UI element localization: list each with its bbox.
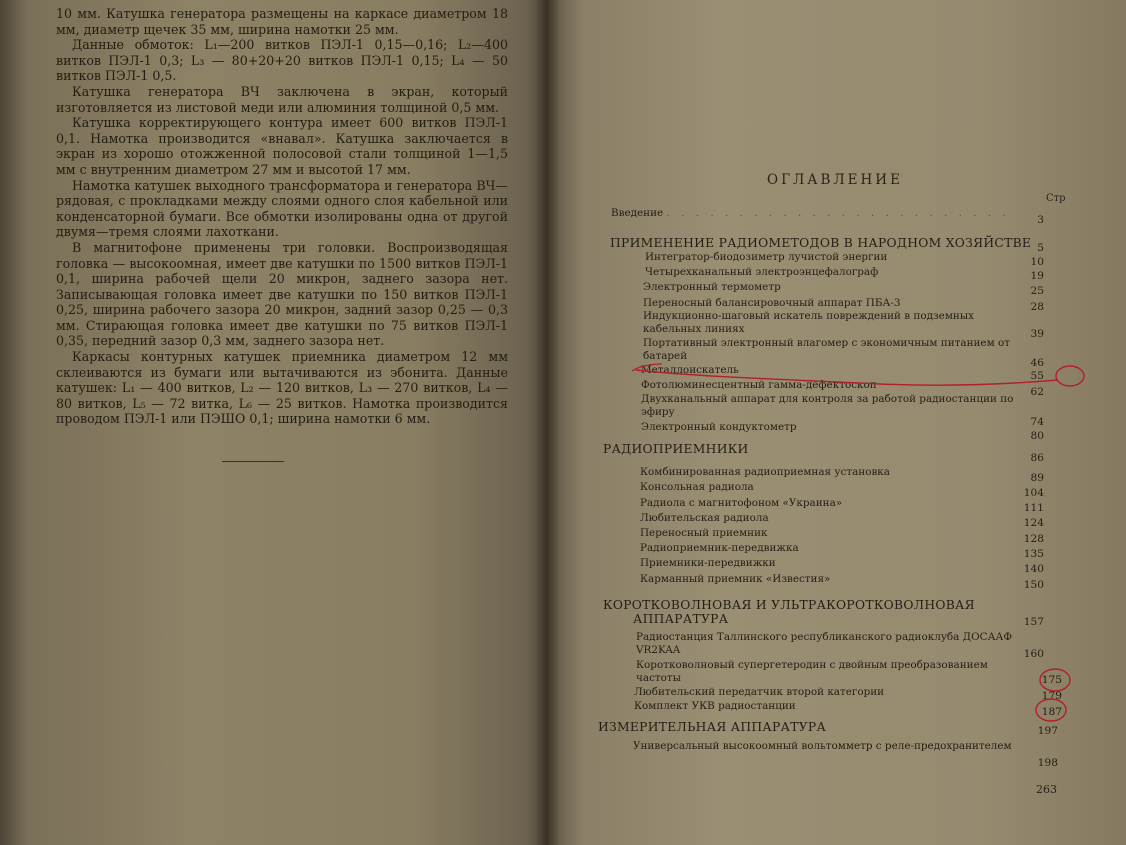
- toc-entry: Радиостанция Таллинского республиканского радиоклуба ДОСААФ VR2KAA: [636, 631, 1012, 656]
- toc-page-number: 5: [1037, 242, 1044, 254]
- toc-intro: [611, 207, 1010, 220]
- toc-entry: Универсальный высокоомный вольтомметр с реле-предохранителем: [633, 740, 1012, 752]
- toc-page-number: 55: [1030, 370, 1044, 382]
- toc-page-number: 25: [1030, 285, 1044, 297]
- toc-page-number: 86: [1030, 452, 1044, 464]
- toc-entry: Четырехканальный электроэнцефалограф: [645, 266, 879, 278]
- toc-page-number: 175: [1041, 674, 1062, 686]
- toc-page-number: 160: [1023, 648, 1044, 660]
- toc-page-number: 19: [1030, 270, 1044, 282]
- toc-page-number: 198: [1037, 757, 1058, 769]
- toc-page-number: 28: [1030, 301, 1044, 313]
- paragraph: Данные обмоток: L₁—200 витков ПЭЛ-1 0,15—0,16; L₂—400 витков ПЭЛ-1 0,3; L₃ — 80+20+20 витков ПЭЛ-1 0,15; L₄ — 50 витков ПЭЛ-1 0,5.: [56, 37, 508, 84]
- left-page-body: [56, 6, 508, 427]
- toc-page-number: 89: [1030, 472, 1044, 484]
- paragraph: В магнитофоне применены три головки. Воспроизводящая головка — высокоомная, имеет две катушки по 1500 витков ПЭЛ-1 0,1, ширина рабочей щели 20 микрон, заднего зазора нет. Записывающая головка имеет две катушки по 150 витков ПЭЛ-1 0,25, ширина рабочего зазора 20 микрон, задний зазор 0,25 — 0,3 мм. Стирающая головка имеет две катушки по 75 витков ПЭЛ-1 0,35, передний зазор 0,3 мм, заднего зазора нет.: [56, 239, 508, 349]
- toc-entry: Консольная радиола: [640, 481, 754, 493]
- toc-page-number: 62: [1030, 386, 1044, 398]
- toc-section-heading: РАДИОПРИЕМНИКИ: [603, 442, 749, 456]
- toc-page-number: 187: [1041, 706, 1062, 718]
- toc-page-number: 128: [1023, 533, 1044, 545]
- toc-page-number: 104: [1023, 487, 1044, 499]
- toc-entry: Портативный электронный влагомер с экономичным питанием от батарей: [643, 337, 1010, 362]
- toc-page-number: 39: [1030, 328, 1044, 340]
- toc-page-number: 197: [1037, 725, 1058, 737]
- toc-entry: Радиоприемник-передвижка: [640, 542, 799, 554]
- toc-page-number: 10: [1030, 256, 1044, 268]
- toc-page-number: 80: [1030, 430, 1044, 442]
- paragraph: 10 мм. Катушка генератора размещены на каркасе диаметром 18 мм, диаметр щечек 35 мм, ширина намотки 25 мм.: [56, 6, 508, 37]
- toc-entry: Электронный термометр: [643, 281, 781, 293]
- toc-entry: Фотолюминесцентный гамма-дефектоскоп: [641, 379, 877, 391]
- toc-intro-label: Введение: [611, 207, 664, 219]
- toc-page-number: 3: [1037, 214, 1044, 226]
- paragraph: Катушка генератора ВЧ заключена в экран, который изготовляется из листовой меди или алюминия толщиной 0,5 мм.: [56, 83, 508, 115]
- toc-entry: Коротковолновый супергетеродин с двойным преобразованием частоты: [636, 659, 988, 684]
- toc-section-heading-continued: АППАРАТУРА: [633, 612, 729, 626]
- toc-section-heading: ПРИМЕНЕНИЕ РАДИОМЕТОДОВ В НАРОДНОМ ХОЗЯЙСТВЕ: [610, 236, 1032, 250]
- toc-entry: Комбинированная радиоприемная установка: [640, 466, 890, 478]
- toc-page-number: 150: [1023, 579, 1044, 591]
- book-gutter: [536, 0, 560, 845]
- dot-leader: . . . . . . . . . . . . . . . . . . . . . . . .: [666, 207, 1010, 219]
- section-divider: [222, 461, 284, 462]
- paragraph: Каркасы контурных катушек приемника диаметром 12 мм склеиваются из бумаги или вытачиваются из эбонита. Данные катушек: L₁ — 400 витков, L₂ — 120 витков, L₃ — 270 витков, L₄ — 80 витков, L₅ — 72 витка, L₆ — 25 витков. Намотка производится проводом ПЭЛ-1 или ПЭШО 0,1; ширина намотки 6 мм.: [56, 349, 508, 427]
- paragraph: Намотка катушек выходного трансформатора и генератора ВЧ—рядовая, с прокладками между слоями одного слоя кабельной или конденсаторной бумаги. Все обмотки изолированы одна от другой двумя—тремя слоями лахоткани.: [56, 177, 508, 240]
- toc-entry: Любительский передатчик второй категории: [634, 686, 885, 698]
- toc-entry: Индукционно-шаговый искатель повреждений в подземных кабельных линиях: [643, 310, 974, 335]
- toc-entry: Переносный приемник: [640, 527, 768, 539]
- page-folio: 263: [1036, 783, 1057, 796]
- toc-page-number: 74: [1030, 416, 1044, 428]
- toc-entry: Радиола с магнитофоном «Украина»: [640, 497, 843, 509]
- toc-page-number: 157: [1023, 616, 1044, 628]
- toc-entry: Двухканальный аппарат для контроля за работой радиостанции по эфиру: [641, 393, 1014, 418]
- toc-title: ОГЛАВЛЕНИЕ: [767, 172, 903, 188]
- toc-page-number: 124: [1023, 517, 1044, 529]
- paragraph: Катушка корректирующего контура имеет 600 витков ПЭЛ-1 0,1. Намотка производится «внавал». Катушка заключается в экран из хорошо отожженной полосовой стали толщиной 1—1,5 мм с внутренним диаметром 27 мм и высотой 17 мм.: [56, 115, 508, 177]
- toc-section-heading: ИЗМЕРИТЕЛЬНАЯ АППАРАТУРА: [598, 720, 827, 734]
- toc-entry: Любительская радиола: [640, 512, 769, 524]
- toc-entry: Комплект УКВ радиостанции: [634, 700, 796, 712]
- toc-page-number: 140: [1023, 563, 1044, 575]
- left-page: [0, 0, 548, 845]
- toc-entry: Металлоискатель: [641, 364, 739, 376]
- toc-entry: Переносный балансировочный аппарат ПБА-3: [643, 297, 901, 309]
- toc-section-heading: КОРОТКОВОЛНОВАЯ И УЛЬТРАКОРОТКОВОЛНОВАЯ: [603, 598, 975, 612]
- toc-entry: Приемники-передвижки: [640, 557, 776, 569]
- toc-entry: Интегратор-биодозиметр лучистой энергии: [645, 251, 888, 263]
- toc-page-number: 46: [1030, 357, 1044, 369]
- toc-entry: Карманный приемник «Известия»: [640, 573, 831, 585]
- toc-page-number: 111: [1023, 502, 1044, 514]
- toc-page-number: 135: [1023, 548, 1044, 560]
- page-column-label: Стр: [1046, 193, 1066, 204]
- toc-page-number: 179: [1041, 690, 1062, 702]
- toc-entry: Электронный кондуктометр: [641, 421, 797, 433]
